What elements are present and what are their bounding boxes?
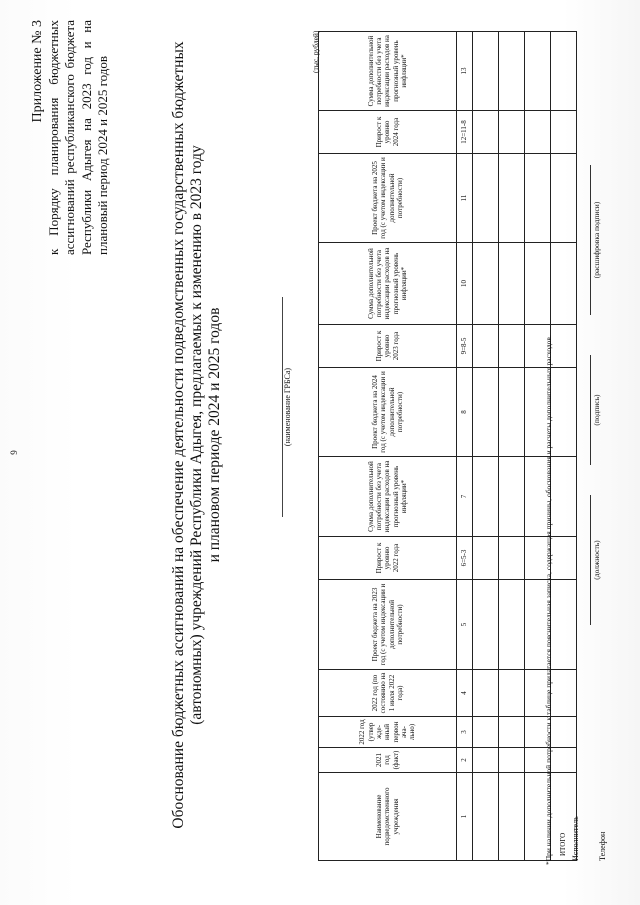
column-number: 10 bbox=[457, 243, 473, 325]
position-signature-line bbox=[590, 495, 591, 625]
table-cell bbox=[499, 32, 525, 111]
total-cell bbox=[551, 325, 577, 368]
table-row bbox=[473, 32, 499, 861]
table-cell bbox=[473, 111, 499, 154]
budget-table bbox=[318, 31, 577, 861]
table-row bbox=[499, 32, 525, 861]
column-number: 11 bbox=[457, 154, 473, 243]
column-header: Сумма дополнительной потребности без учета индексации расходов на прогнозный уровень инфляции* bbox=[319, 32, 457, 111]
column-header: Сумма дополнительной потребности без учета индексации расходов на прогнозный уровень инфляции* bbox=[319, 243, 457, 325]
column-header: Прирост к уровню 2023 года bbox=[319, 325, 457, 368]
column-header: Проект бюджета на 2024 год (с учетом индексации и дополнительной потребности) bbox=[319, 368, 457, 457]
table-cell bbox=[499, 670, 525, 717]
column-number: 5 bbox=[457, 580, 473, 670]
table-cell bbox=[473, 32, 499, 111]
table-cell bbox=[473, 773, 499, 861]
title-line-3: и плановом периоде 2024 и 2025 годов bbox=[206, 307, 223, 563]
total-cell bbox=[551, 243, 577, 325]
position-caption: (должность) bbox=[592, 540, 601, 580]
grbs-caption: (наименование ГРБСа) bbox=[283, 367, 292, 447]
column-header: Проект бюджета на 2025 год (с учетом индексации и дополнительной потребности) bbox=[319, 154, 457, 243]
total-cell bbox=[551, 717, 577, 748]
table-cell bbox=[473, 580, 499, 670]
table-cell bbox=[499, 537, 525, 580]
appendix-text: к Порядку планирования бюджетных ассигнований республиканского бюджета Республики Адыгея на 2023 год и на плановый период 2024 и 2025 годов bbox=[46, 20, 110, 255]
column-header: 2022 год (утвер жде-нный первон ача-льно) bbox=[319, 717, 457, 748]
table-cell bbox=[499, 580, 525, 670]
total-cell bbox=[551, 670, 577, 717]
column-header: Сумма дополнительной потребности без учета индексации расходов на прогнозный уровень инфляции* bbox=[319, 457, 457, 537]
column-number-row bbox=[457, 32, 473, 861]
table-cell bbox=[499, 325, 525, 368]
page-number: 9 bbox=[9, 450, 19, 455]
column-number: 9=8-5 bbox=[457, 325, 473, 368]
table-cell bbox=[473, 670, 499, 717]
column-number: 4 bbox=[457, 670, 473, 717]
appendix-block bbox=[30, 20, 111, 255]
title-line-2: (автономных) учреждений Республики Адыгея, предлагаемых к изменению в 2023 году bbox=[188, 145, 205, 725]
column-number: 12=11-8 bbox=[457, 111, 473, 154]
total-cell bbox=[551, 457, 577, 537]
column-header: Проект бюджета на 2023 год (с учетом индексации и дополнительной потребности) bbox=[319, 580, 457, 670]
decoding-caption: (расшифровка подписи) bbox=[592, 201, 601, 279]
table-cell bbox=[473, 368, 499, 457]
phone-label: Телефон bbox=[598, 831, 607, 861]
total-row bbox=[551, 32, 577, 861]
table-cell bbox=[499, 111, 525, 154]
column-number: 8 bbox=[457, 368, 473, 457]
column-header: Наименование подведомственного учреждения bbox=[319, 773, 457, 861]
budget-table-body bbox=[319, 32, 577, 861]
decoding-signature-line bbox=[590, 165, 591, 315]
column-number: 1 bbox=[457, 773, 473, 861]
column-number: 3 bbox=[457, 717, 473, 748]
table-header-row bbox=[319, 32, 457, 861]
table-cell bbox=[499, 773, 525, 861]
table-cell bbox=[473, 325, 499, 368]
column-header: Прирост к уровню 2024 года bbox=[319, 111, 457, 154]
column-header: 2021 год (факт) bbox=[319, 748, 457, 773]
appendix-heading: Приложение № 3 bbox=[30, 20, 45, 123]
signature-line bbox=[590, 355, 591, 465]
table-cell bbox=[499, 154, 525, 243]
table-cell bbox=[473, 717, 499, 748]
total-cell bbox=[551, 748, 577, 773]
column-number: 6=5-3 bbox=[457, 537, 473, 580]
table-cell bbox=[499, 243, 525, 325]
column-number: 13 bbox=[457, 32, 473, 111]
column-number: 2 bbox=[457, 748, 473, 773]
table-cell bbox=[473, 537, 499, 580]
executor-label: Исполнитель bbox=[571, 816, 580, 861]
column-number: 7 bbox=[457, 457, 473, 537]
table-cell bbox=[473, 748, 499, 773]
document-title bbox=[170, 5, 224, 865]
total-cell bbox=[551, 111, 577, 154]
table-cell bbox=[499, 368, 525, 457]
total-label: ИТОГО bbox=[551, 773, 577, 861]
column-header: 2022 год (по состоянию на 1 июля 2022 года) bbox=[319, 670, 457, 717]
title-line-1: Обоснование бюджетных ассигнований на обеспечение деятельности подведомственных государственных бюджетных bbox=[170, 41, 187, 829]
units-label: (тыс. рублей) bbox=[311, 30, 320, 73]
total-cell bbox=[551, 154, 577, 243]
table-cell bbox=[499, 717, 525, 748]
total-cell bbox=[551, 368, 577, 457]
total-cell bbox=[551, 537, 577, 580]
table-cell bbox=[499, 748, 525, 773]
signature-caption: (подпись) bbox=[592, 394, 601, 426]
footnote: *При наличии дополнительной потребности к таблице прилагается пояснительная записка, содержащая причины, обоснования и расчеты дополнительных расходов. bbox=[544, 335, 553, 865]
table-cell bbox=[473, 154, 499, 243]
total-cell bbox=[551, 580, 577, 670]
table-cell bbox=[473, 243, 499, 325]
column-header: Прирост к уровню 2022 года bbox=[319, 537, 457, 580]
table-cell bbox=[473, 457, 499, 537]
total-cell bbox=[551, 32, 577, 111]
table-cell bbox=[499, 457, 525, 537]
